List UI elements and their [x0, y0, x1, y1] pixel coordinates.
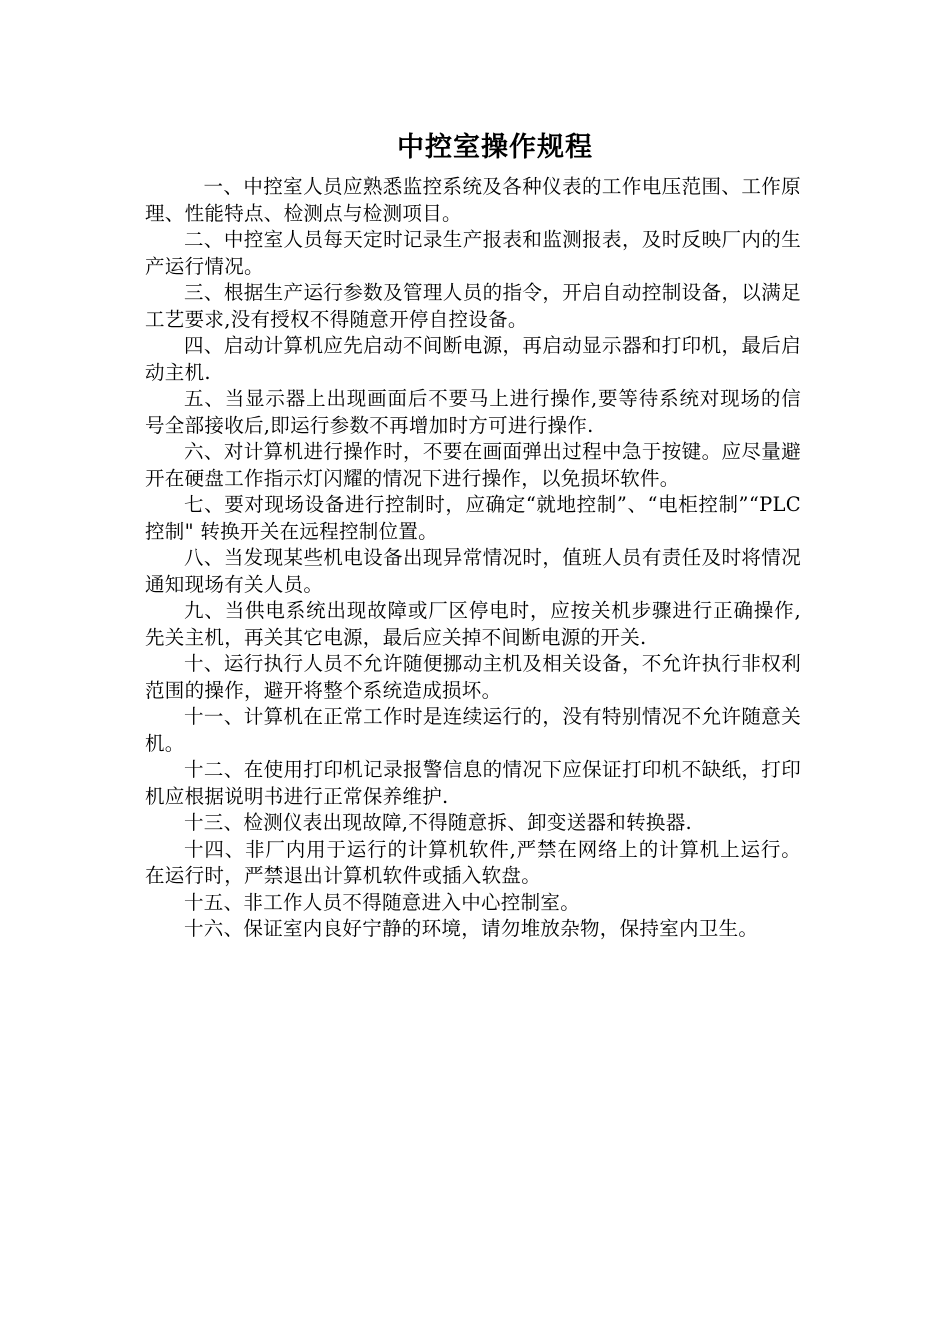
paragraph-8: 八、当发现某些机电设备出现异常情况时，值班人员有责任及时将情况通知现场有关人员。 — [145, 546, 801, 596]
paragraph-6: 六、对计算机进行操作时，不要在画面弹出过程中急于按键。应尽量避开在硬盘工作指示灯闪耀的情况下进行操作，以免损坏软件。 — [145, 440, 801, 490]
paragraph-11: 十一、计算机在正常工作时是连续运行的，没有特别情况不允许随意关机。 — [145, 705, 801, 755]
paragraph-2: 二、中控室人员每天定时记录生产报表和监测报表，及时反映厂内的生产运行情况。 — [145, 228, 801, 278]
paragraph-10: 十、运行执行人员不允许随便挪动主机及相关设备，不允许执行非权利范围的操作，避开将整个系统造成损坏。 — [145, 652, 801, 702]
paragraph-12: 十二、在使用打印机记录报警信息的情况下应保证打印机不缺纸，打印机应根据说明书进行正常保养维护. — [145, 758, 801, 808]
paragraph-3: 三、根据生产运行参数及管理人员的指令，开启自动控制设备，以满足工艺要求,没有授权不得随意开停自控设备。 — [145, 281, 801, 331]
paragraph-1: 一、中控室人员应熟悉监控系统及各种仪表的工作电压范围、工作原理、性能特点、检测点与检测项目。 — [145, 175, 801, 225]
page-title: 中控室操作规程 — [397, 132, 593, 163]
paragraph-9: 九、当供电系统出现故障或厂区停电时，应按关机步骤进行正确操作,先关主机，再关其它电源，最后应关掉不间断电源的开关. — [145, 599, 801, 649]
document-body — [145, 174, 801, 943]
paragraph-4: 四、启动计算机应先启动不间断电源，再启动显示器和打印机，最后启动主机. — [145, 334, 801, 384]
paragraph-16: 十六、保证室内良好宁静的环境，请勿堆放杂物，保持室内卫生。 — [184, 917, 759, 940]
paragraph-15: 十五、非工作人员不得随意进入中心控制室。 — [184, 890, 581, 914]
paragraph-5: 五、当显示器上出现画面后不要马上进行操作,要等待系统对现场的信号全部接收后,即运行参数不再增加时方可进行操作. — [145, 387, 801, 437]
paragraph-13: 十三、检测仪表出现故障,不得随意拆、卸变送器和转换器. — [184, 811, 692, 834]
paragraph-7: 七、要对现场设备进行控制时，应确定“就地控制”、“电柜控制”“PLC控制" 转换开关在远程控制位置。 — [145, 493, 801, 543]
paragraph-14: 十四、非厂内用于运行的计算机软件,严禁在网络上的计算机上运行。在运行时，严禁退出计算机软件或插入软盘。 — [145, 837, 801, 887]
